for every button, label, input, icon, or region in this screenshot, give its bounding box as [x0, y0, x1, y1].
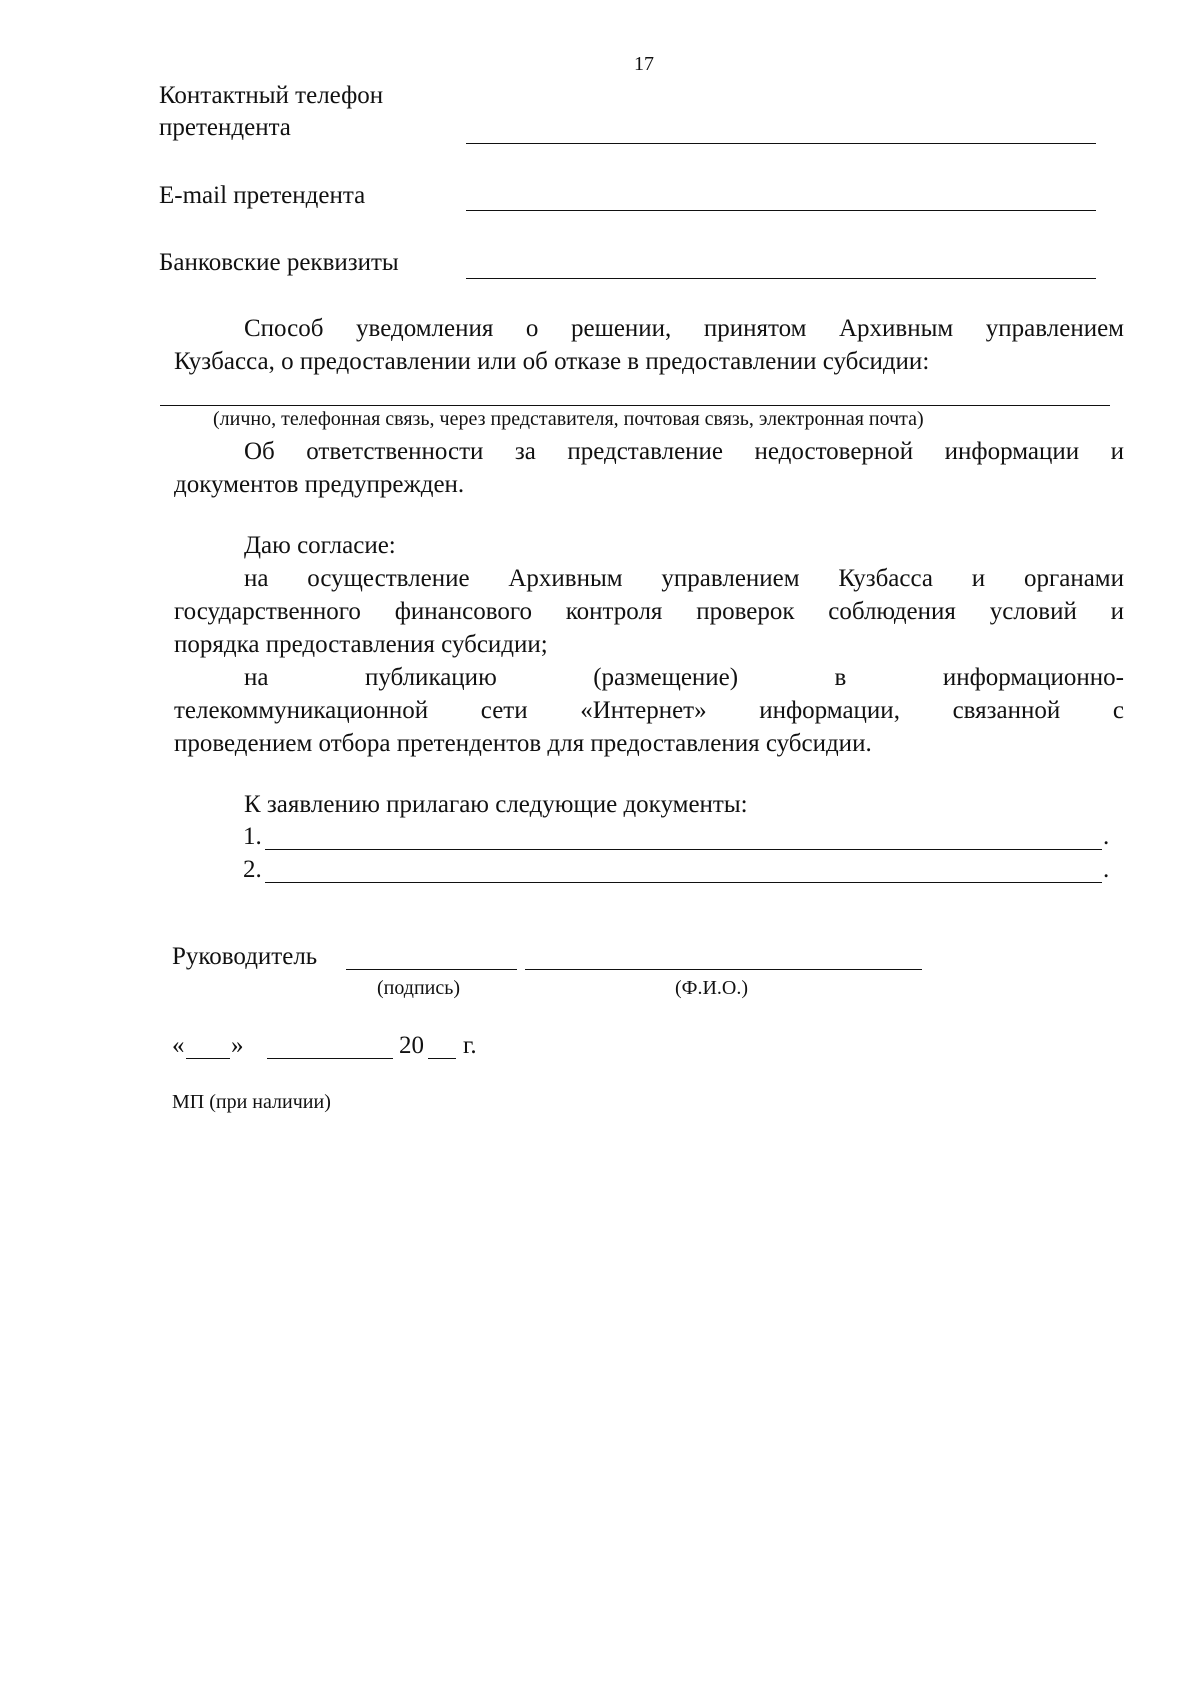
- email-label: E-mail претендента: [159, 182, 366, 209]
- attachment-item-2-line[interactable]: [265, 882, 1102, 883]
- stamp-note: МП (при наличии): [172, 1091, 331, 1113]
- name-line[interactable]: [525, 969, 922, 970]
- notification-paragraph: [174, 312, 1124, 378]
- date-close-quote: »: [231, 1032, 244, 1059]
- notification-hint: (лично, телефонная связь, через представителя, почтовая связь, электронная почта): [213, 408, 924, 430]
- signature-line[interactable]: [346, 969, 517, 970]
- attachment-item-2-number: 2.: [243, 856, 262, 883]
- attachment-item-1-number: 1.: [243, 823, 262, 850]
- consent-item2: [174, 661, 1124, 760]
- head-label: Руководитель: [172, 943, 318, 970]
- notification-field-line[interactable]: [160, 405, 1110, 406]
- responsibility-line1: Об ответственности за представление недостоверной информации и: [244, 438, 1124, 465]
- consent-item1: [174, 562, 1124, 661]
- page-number: 17: [634, 53, 654, 75]
- date-year-prefix: 20: [399, 1032, 424, 1059]
- signature-caption: (подпись): [377, 977, 461, 999]
- attachments-title: К заявлению прилагаю следующие документы:: [244, 791, 748, 818]
- responsibility-paragraph: [174, 435, 1124, 501]
- attachment-item-2-end: .: [1103, 856, 1110, 883]
- phone-label-line2: претендента: [159, 114, 291, 141]
- bank-field-line[interactable]: [466, 278, 1096, 279]
- date-open-quote: «: [172, 1032, 185, 1059]
- consent-title-paragraph: [174, 529, 1124, 562]
- attachments-title-paragraph: [174, 788, 1124, 821]
- bank-label: Банковские реквизиты: [159, 249, 399, 276]
- date-year-suffix: г.: [463, 1032, 477, 1059]
- date-year-line[interactable]: [428, 1058, 456, 1059]
- notification-line1: Способ уведомления о решении, принятом Архивным управлением: [244, 315, 1124, 342]
- notification-line2: Кузбасса, о предоставлении или об отказе в предоставлении субсидии:: [174, 348, 930, 375]
- date-month-line[interactable]: [267, 1058, 393, 1059]
- attachment-item-1-end: .: [1103, 823, 1110, 850]
- email-field-line[interactable]: [466, 210, 1096, 211]
- phone-field-line[interactable]: [466, 143, 1096, 144]
- name-caption: (Ф.И.О.): [675, 977, 749, 999]
- consent-item2-line1: на публикацию (размещение) в информационно-: [244, 664, 1124, 691]
- consent-item1-line3: порядка предоставления субсидии;: [174, 631, 548, 658]
- consent-item2-line3: проведением отбора претендентов для предоставления субсидии.: [174, 730, 872, 757]
- attachment-item-1-line[interactable]: [265, 849, 1102, 850]
- consent-item1-line1: на осуществление Архивным управлением Кузбасса и органами: [244, 565, 1124, 592]
- phone-label-line1: Контактный телефон: [159, 82, 384, 109]
- responsibility-line2: документов предупрежден.: [174, 471, 465, 498]
- consent-title: Даю согласие:: [244, 532, 396, 559]
- consent-item1-line2: государственного финансового контроля проверок соблюдения условий и: [174, 598, 1124, 625]
- date-day-line[interactable]: [186, 1058, 230, 1059]
- consent-item2-line2: телекоммуникационной сети «Интернет» информации, связанной с: [174, 697, 1124, 724]
